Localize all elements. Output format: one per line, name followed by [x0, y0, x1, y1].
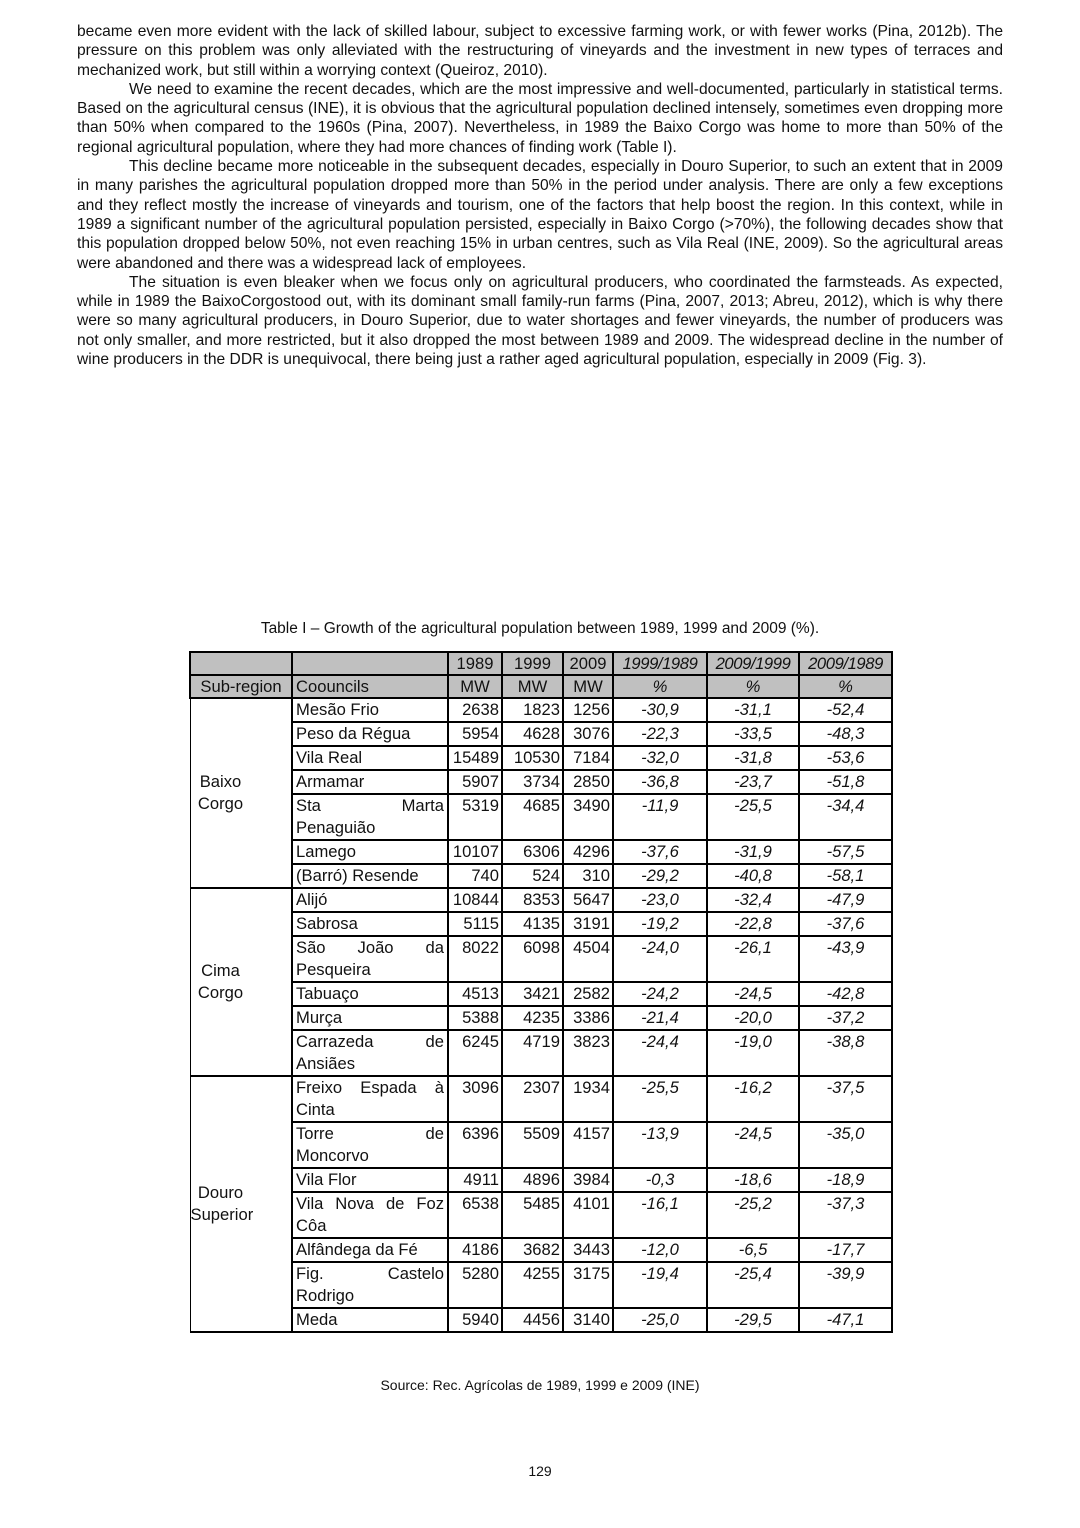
- table-row: [190, 1192, 892, 1238]
- percent-cell: -19,0: [707, 1030, 799, 1076]
- header-cell: 1989: [448, 652, 502, 675]
- council-name: Armamar: [296, 772, 365, 791]
- value-cell: 3191: [563, 912, 613, 936]
- percent-cell: -35,0: [799, 1122, 892, 1168]
- table-caption: Table I – Growth of the agricultural population between 1989, 1999 and 2009 (%).: [260, 620, 820, 637]
- percent-cell: -24,4: [613, 1030, 707, 1076]
- percent-cell: -25,5: [613, 1076, 707, 1122]
- value-cell: 4296: [563, 840, 613, 864]
- percent-cell: -26,1: [707, 936, 799, 982]
- value-cell: 3823: [563, 1030, 613, 1076]
- paragraph: The situation is even bleaker when we focus only on agricultural producers, who coordinated the farmsteads. As expected, while in 1989 the BaixoCorgostood out, with its dominant small family-run farms (Pina, 2007, 2013; Abreu, 2012), which is why there were so many agricultural producers, in Douro Superior, due to water shortages and fewer vineyards, the number of producers was not only smaller, and more restricted, but it also dropped the most between 1989 and 2009. The widespread decline in the number of wine producers in the DDR is unequivocal, there being just a rather aged agricultural population, especially in 2009 (Fig. 3).: [77, 273, 1003, 369]
- council-name: Sta Marta: [296, 796, 444, 815]
- value-cell: 6245: [448, 1030, 502, 1076]
- council-name: Vila Real: [296, 748, 363, 767]
- percent-cell: -23,0: [613, 888, 707, 912]
- percent-cell: -31,8: [707, 746, 799, 770]
- percent-cell: -16,1: [613, 1192, 707, 1238]
- value-cell: 1256: [563, 698, 613, 722]
- percent-cell: -24,5: [707, 982, 799, 1006]
- percent-cell: -37,5: [799, 1076, 892, 1122]
- value-cell: 3682: [502, 1238, 563, 1262]
- value-cell: 5647: [563, 888, 613, 912]
- value-cell: 4628: [502, 722, 563, 746]
- subregion-label: Corgo: [197, 794, 244, 813]
- council-name-cont: Penaguião: [296, 818, 376, 837]
- value-cell: 6396: [448, 1122, 502, 1168]
- value-cell: 3490: [563, 794, 613, 840]
- percent-cell: -25,2: [707, 1192, 799, 1238]
- value-cell: 4186: [448, 1238, 502, 1262]
- percent-cell: -47,9: [799, 888, 892, 912]
- header-cell: 2009: [563, 652, 613, 675]
- value-cell: 5940: [448, 1308, 502, 1332]
- percent-cell: -24,2: [613, 982, 707, 1006]
- agricultural-population-table: [189, 651, 893, 1333]
- header-cell: 1999/1989: [613, 652, 707, 675]
- value-cell: 5388: [448, 1006, 502, 1030]
- percent-cell: -37,6: [799, 912, 892, 936]
- percent-cell: -18,6: [707, 1168, 799, 1192]
- council-name: Lamego: [296, 842, 356, 861]
- council-cell: [292, 698, 448, 722]
- percent-cell: -29,5: [707, 1308, 799, 1332]
- value-cell: 4235: [502, 1006, 563, 1030]
- council-name: Murça: [296, 1008, 343, 1027]
- percent-cell: -29,2: [613, 864, 707, 888]
- council-cell: [292, 1308, 448, 1332]
- percent-cell: -32,4: [707, 888, 799, 912]
- percent-cell: -53,6: [799, 746, 892, 770]
- percent-cell: -11,9: [613, 794, 707, 840]
- council-name: Peso da Régua: [296, 724, 411, 743]
- council-cell: [292, 1238, 448, 1262]
- value-cell: 524: [502, 864, 563, 888]
- header-cell: Sub-region: [190, 675, 292, 698]
- percent-cell: -43,9: [799, 936, 892, 982]
- value-cell: 3386: [563, 1006, 613, 1030]
- percent-cell: -17,7: [799, 1238, 892, 1262]
- header-cell: MW: [448, 675, 502, 698]
- council-cell: [292, 746, 448, 770]
- table-row: [190, 1168, 892, 1192]
- council-name-cont: Côa: [296, 1216, 327, 1235]
- percent-cell: -22,3: [613, 722, 707, 746]
- percent-cell: -58,1: [799, 864, 892, 888]
- council-cell: [292, 770, 448, 794]
- council-cell: [292, 1262, 448, 1308]
- value-cell: 3175: [563, 1262, 613, 1308]
- header-cell: %: [707, 675, 799, 698]
- value-cell: 15489: [448, 746, 502, 770]
- table-row: [190, 912, 892, 936]
- council-cell: [292, 982, 448, 1006]
- table-row: [190, 722, 892, 746]
- header-cell: [292, 652, 448, 675]
- percent-cell: -18,9: [799, 1168, 892, 1192]
- table-row: [190, 1006, 892, 1030]
- subregion-label: Superior: [190, 1205, 254, 1224]
- value-cell: 3443: [563, 1238, 613, 1262]
- council-name: Carrazeda de: [296, 1032, 444, 1051]
- header-cell: MW: [563, 675, 613, 698]
- percent-cell: -47,1: [799, 1308, 892, 1332]
- percent-cell: -31,9: [707, 840, 799, 864]
- percent-cell: -32,0: [613, 746, 707, 770]
- value-cell: 6098: [502, 936, 563, 982]
- value-cell: 2582: [563, 982, 613, 1006]
- header-cell: %: [799, 675, 892, 698]
- value-cell: 4101: [563, 1192, 613, 1238]
- value-cell: 5485: [502, 1192, 563, 1238]
- percent-cell: -51,8: [799, 770, 892, 794]
- percent-cell: -52,4: [799, 698, 892, 722]
- value-cell: 2850: [563, 770, 613, 794]
- council-cell: [292, 888, 448, 912]
- percent-cell: -38,8: [799, 1030, 892, 1076]
- council-name: Alfândega da Fé: [296, 1240, 418, 1259]
- header-cell: MW: [502, 675, 563, 698]
- value-cell: 7184: [563, 746, 613, 770]
- percent-cell: -40,8: [707, 864, 799, 888]
- table-row: [190, 1238, 892, 1262]
- percent-cell: -25,4: [707, 1262, 799, 1308]
- percent-cell: -22,8: [707, 912, 799, 936]
- value-cell: 4911: [448, 1168, 502, 1192]
- percent-cell: -34,4: [799, 794, 892, 840]
- percent-cell: -19,4: [613, 1262, 707, 1308]
- council-cell: [292, 1192, 448, 1238]
- council-name: Torre de: [296, 1124, 444, 1143]
- value-cell: 5115: [448, 912, 502, 936]
- council-name-cont: Pesqueira: [296, 960, 371, 979]
- council-name: Alijó: [296, 890, 328, 909]
- percent-cell: -39,9: [799, 1262, 892, 1308]
- council-cell: [292, 1122, 448, 1168]
- council-name: São João da: [296, 938, 444, 957]
- percent-cell: -36,8: [613, 770, 707, 794]
- header-row-years: [190, 652, 892, 675]
- body-text: [77, 22, 1003, 369]
- value-cell: 310: [563, 864, 613, 888]
- value-cell: 8353: [502, 888, 563, 912]
- percent-cell: -16,2: [707, 1076, 799, 1122]
- value-cell: 6538: [448, 1192, 502, 1238]
- percent-cell: -37,6: [613, 840, 707, 864]
- percent-cell: -48,3: [799, 722, 892, 746]
- table-row: [190, 1030, 892, 1076]
- header-cell: Coouncils: [292, 675, 448, 698]
- council-cell: [292, 1168, 448, 1192]
- council-cell: [292, 1076, 448, 1122]
- subregion-label: Corgo: [197, 983, 244, 1002]
- council-cell: [292, 912, 448, 936]
- header-row-units: [190, 675, 892, 698]
- header-cell: [190, 652, 292, 675]
- value-cell: 3421: [502, 982, 563, 1006]
- percent-cell: -12,0: [613, 1238, 707, 1262]
- header-cell: 2009/1999: [707, 652, 799, 675]
- value-cell: 740: [448, 864, 502, 888]
- value-cell: 8022: [448, 936, 502, 982]
- council-name-cont: Cinta: [296, 1100, 335, 1119]
- council-name-cont: Rodrigo: [296, 1286, 355, 1305]
- header-cell: 1999: [502, 652, 563, 675]
- value-cell: 4685: [502, 794, 563, 840]
- council-cell: [292, 1030, 448, 1076]
- subregion-label: Baixo: [199, 772, 242, 791]
- percent-cell: -57,5: [799, 840, 892, 864]
- council-name: Tabuaço: [296, 984, 359, 1003]
- table-row: [190, 1262, 892, 1308]
- value-cell: 6306: [502, 840, 563, 864]
- value-cell: 5509: [502, 1122, 563, 1168]
- council-name: Mesão Frio: [296, 700, 379, 719]
- council-name: Freixo Espada à: [296, 1078, 444, 1097]
- council-name-cont: Ansiães: [296, 1054, 356, 1073]
- value-cell: 1934: [563, 1076, 613, 1122]
- percent-cell: -42,8: [799, 982, 892, 1006]
- table-row: [190, 864, 892, 888]
- value-cell: 3140: [563, 1308, 613, 1332]
- table-row: [190, 746, 892, 770]
- percent-cell: -21,4: [613, 1006, 707, 1030]
- table-row: [190, 840, 892, 864]
- value-cell: 3096: [448, 1076, 502, 1122]
- council-cell: [292, 722, 448, 746]
- value-cell: 10844: [448, 888, 502, 912]
- council-name: Vila Nova de Foz: [296, 1194, 444, 1213]
- percent-cell: -13,9: [613, 1122, 707, 1168]
- value-cell: 4157: [563, 1122, 613, 1168]
- table-row: [190, 888, 892, 912]
- table-row: [190, 1308, 892, 1332]
- percent-cell: -6,5: [707, 1238, 799, 1262]
- value-cell: 5954: [448, 722, 502, 746]
- percent-cell: -25,5: [707, 794, 799, 840]
- table-row: [190, 1122, 892, 1168]
- percent-cell: -25,0: [613, 1308, 707, 1332]
- paragraph: We need to examine the recent decades, which are the most impressive and well-documented, particularly in statistical terms. Based on the agricultural census (INE), it is obvious that the agricultural population declined intensely, sometimes even dropping more than 50% when compared to the 1960s (Pina, 2007). Nevertheless, in 1989 the Baixo Corgo was home to more than 50% of the regional agricultural population, where they had more chances of finding work (Table I).: [77, 80, 1003, 156]
- council-name: Vila Flor: [296, 1170, 357, 1189]
- council-cell: [292, 840, 448, 864]
- header-cell: 2009/1989: [799, 652, 892, 675]
- paragraph: This decline became more noticeable in the subsequent decades, especially in Douro Superior, to such an extent that in 2009 in many parishes the agricultural population dropped more than 50% in the period under analysis. There are only a few exceptions and they reflect mostly the increase of vineyards and tourism, one of the factors that help boost the region. In this context, while in 1989 a significant number of the agricultural population persisted, especially in Baixo Corgo (>70%), the following decades show that this population dropped below 50%, not even reaching 15% in urban centres, such as Vila Real (INE, 2009). So the agricultural areas were abandoned and there was a widespread lack of employees.: [77, 158, 1003, 272]
- table-row: [190, 982, 892, 1006]
- percent-cell: -23,7: [707, 770, 799, 794]
- council-cell: [292, 936, 448, 982]
- table-row: [190, 794, 892, 840]
- value-cell: 3734: [502, 770, 563, 794]
- value-cell: 3076: [563, 722, 613, 746]
- value-cell: 4456: [502, 1308, 563, 1332]
- value-cell: 5907: [448, 770, 502, 794]
- percent-cell: -24,0: [613, 936, 707, 982]
- subregion-cell: [190, 698, 292, 888]
- value-cell: 3984: [563, 1168, 613, 1192]
- council-name: Meda: [296, 1310, 338, 1329]
- council-name: Fig. Castelo: [296, 1264, 444, 1283]
- percent-cell: -20,0: [707, 1006, 799, 1030]
- value-cell: 2307: [502, 1076, 563, 1122]
- value-cell: 4896: [502, 1168, 563, 1192]
- table-row: [190, 936, 892, 982]
- value-cell: 1823: [502, 698, 563, 722]
- council-cell: [292, 794, 448, 840]
- table-source: Source: Rec. Agrícolas de 1989, 1999 e 2009 (INE): [380, 1377, 700, 1393]
- council-name-cont: Moncorvo: [296, 1146, 369, 1165]
- page-number: 129: [528, 1463, 552, 1479]
- value-cell: 4255: [502, 1262, 563, 1308]
- value-cell: 4135: [502, 912, 563, 936]
- percent-cell: -24,5: [707, 1122, 799, 1168]
- header-cell: %: [613, 675, 707, 698]
- council-name: (Barró) Resende: [296, 866, 419, 885]
- value-cell: 5280: [448, 1262, 502, 1308]
- table-row: [190, 1076, 892, 1122]
- council-cell: [292, 1006, 448, 1030]
- percent-cell: -0,3: [613, 1168, 707, 1192]
- subregion-label: Cima: [201, 961, 240, 980]
- percent-cell: -37,2: [799, 1006, 892, 1030]
- council-name: Sabrosa: [296, 914, 358, 933]
- table-row: [190, 698, 892, 722]
- paragraph: became even more evident with the lack of skilled labour, subject to excessive farming work, or with fewer works (Pina, 2012b). The pressure on this problem was only alleviated with the restructuring of vineyards and the investment in new types of terraces and mechanized work, but still within a worrying context (Queiroz, 2010).: [77, 23, 1003, 79]
- subregion-cell: [190, 1076, 292, 1332]
- value-cell: 4513: [448, 982, 502, 1006]
- council-cell: [292, 864, 448, 888]
- value-cell: 4504: [563, 936, 613, 982]
- percent-cell: -19,2: [613, 912, 707, 936]
- subregion-label: Douro: [197, 1183, 244, 1202]
- value-cell: 10107: [448, 840, 502, 864]
- subregion-cell: [190, 888, 292, 1076]
- table-row: [190, 770, 892, 794]
- value-cell: 10530: [502, 746, 563, 770]
- value-cell: 2638: [448, 698, 502, 722]
- percent-cell: -31,1: [707, 698, 799, 722]
- value-cell: 4719: [502, 1030, 563, 1076]
- percent-cell: -33,5: [707, 722, 799, 746]
- percent-cell: -30,9: [613, 698, 707, 722]
- percent-cell: -37,3: [799, 1192, 892, 1238]
- value-cell: 5319: [448, 794, 502, 840]
